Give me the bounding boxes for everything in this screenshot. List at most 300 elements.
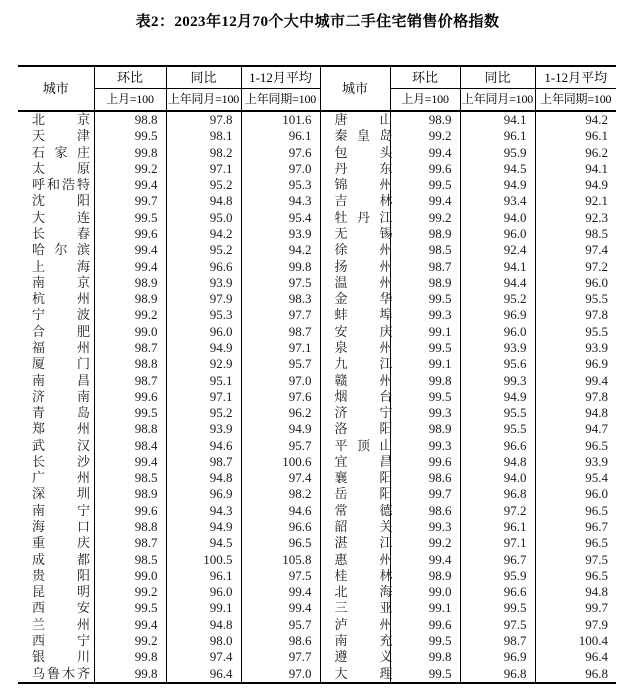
table-row (18, 356, 616, 372)
mom-value-left: 99.5 (94, 128, 166, 144)
table-row (18, 145, 616, 161)
table-row (18, 177, 616, 193)
city-cell-left (18, 535, 94, 551)
avg-value-left: 97.0 (241, 161, 320, 177)
table-row (18, 307, 616, 323)
yoy-value-right: 96.8 (460, 486, 535, 502)
city-name: 广州 (32, 470, 90, 486)
header-avg-base-left: 上年同期=100 (241, 89, 320, 112)
mom-value-right: 99.1 (390, 356, 460, 372)
mom-value-left: 98.9 (94, 291, 166, 307)
city-name: 包头 (334, 144, 393, 160)
avg-value-left: 97.6 (241, 389, 320, 405)
avg-value-left: 96.2 (241, 405, 320, 421)
mom-value-left: 99.6 (94, 226, 166, 242)
city-cell-left (18, 503, 94, 519)
yoy-value-right: 94.1 (460, 259, 535, 275)
city-name: 济南 (32, 388, 90, 404)
city-name: 金华 (334, 291, 393, 307)
table-row (18, 259, 616, 275)
city-name: 锦州 (334, 177, 393, 193)
mom-value-left: 99.4 (94, 259, 166, 275)
avg-value-left: 94.2 (241, 242, 320, 258)
city-name: 长春 (32, 225, 90, 241)
avg-value-right: 95.5 (535, 324, 616, 340)
avg-value-left: 97.0 (241, 373, 320, 389)
mom-value-right: 99.5 (390, 666, 460, 683)
city-name: 平顶山 (334, 437, 393, 453)
city-cell-right (320, 144, 393, 161)
mom-value-left: 98.9 (94, 486, 166, 502)
yoy-value-left: 97.8 (166, 111, 241, 128)
avg-value-right: 99.7 (535, 600, 616, 616)
city-cell-right (320, 502, 393, 519)
mom-value-left: 99.2 (94, 161, 166, 177)
avg-value-right: 97.8 (535, 389, 616, 405)
city-name: 赣州 (334, 372, 393, 388)
mom-value-left: 99.7 (94, 193, 166, 209)
city-cell-right (320, 649, 393, 665)
city-name: 遵义 (334, 649, 393, 665)
city-cell-left (18, 552, 94, 568)
avg-value-left: 94.3 (241, 193, 320, 209)
mom-value-right: 99.2 (390, 128, 460, 144)
mom-value-left: 99.0 (94, 324, 166, 340)
yoy-value-right: 96.1 (460, 128, 535, 144)
city-name: 南京 (32, 274, 90, 290)
city-name: 烟台 (334, 388, 393, 404)
mom-value-right: 98.9 (390, 275, 460, 291)
city-name: 洛阳 (334, 421, 393, 437)
city-cell-right (320, 128, 393, 144)
city-name: 北京 (32, 112, 90, 127)
city-cell-right (320, 323, 393, 340)
avg-value-left: 94.9 (241, 421, 320, 437)
avg-value-left: 97.6 (241, 145, 320, 161)
city-name: 宜昌 (334, 453, 393, 469)
mom-value-left: 99.6 (94, 503, 166, 519)
avg-value-right: 96.1 (535, 128, 616, 144)
yoy-value-left: 94.8 (166, 193, 241, 209)
city-name: 西安 (32, 600, 90, 616)
mom-value-right: 98.5 (390, 242, 460, 258)
city-name: 济宁 (334, 405, 393, 421)
city-cell-right (320, 242, 393, 258)
avg-value-right: 93.9 (535, 340, 616, 356)
avg-value-right: 96.2 (535, 145, 616, 161)
city-name: 丹东 (334, 160, 393, 176)
mom-value-right: 98.9 (390, 111, 460, 128)
city-name: 扬州 (334, 258, 393, 274)
yoy-value-left: 95.2 (166, 242, 241, 258)
city-cell-right (320, 339, 393, 356)
avg-value-right: 96.5 (535, 535, 616, 551)
mom-value-right: 99.1 (390, 324, 460, 340)
header-yoy-left: 同比 (166, 66, 241, 89)
yoy-value-right: 94.9 (460, 389, 535, 405)
avg-value-left: 97.1 (241, 340, 320, 356)
city-name: 成都 (32, 551, 90, 567)
city-cell-left (18, 226, 94, 242)
city-name: 三亚 (334, 600, 393, 616)
city-name: 兰州 (32, 616, 90, 632)
header-mom-base-right: 上月=100 (390, 89, 460, 112)
yoy-value-left: 97.9 (166, 291, 241, 307)
avg-value-left: 98.2 (241, 486, 320, 502)
avg-value-left: 95.3 (241, 177, 320, 193)
yoy-value-right: 99.5 (460, 600, 535, 616)
table-row (18, 226, 616, 242)
city-name: 襄阳 (334, 470, 393, 486)
city-name: 昆明 (32, 584, 90, 600)
mom-value-left: 99.4 (94, 617, 166, 633)
mom-value-right: 99.5 (390, 291, 460, 307)
mom-value-right: 99.6 (390, 161, 460, 177)
city-cell-left (18, 210, 94, 226)
avg-value-right: 94.2 (535, 111, 616, 128)
yoy-value-right: 96.9 (460, 307, 535, 323)
mom-value-right: 98.7 (390, 259, 460, 275)
table-row (18, 373, 616, 389)
yoy-value-left: 96.0 (166, 584, 241, 600)
avg-value-left: 97.4 (241, 470, 320, 486)
table-row (18, 210, 616, 226)
yoy-value-right: 95.9 (460, 568, 535, 584)
mom-value-right: 99.4 (390, 193, 460, 209)
city-name: 杭州 (32, 291, 90, 307)
avg-value-left: 98.7 (241, 324, 320, 340)
yoy-value-left: 93.9 (166, 275, 241, 291)
yoy-value-right: 93.9 (460, 340, 535, 356)
yoy-value-right: 96.1 (460, 519, 535, 535)
city-name: 南充 (334, 633, 393, 648)
yoy-value-right: 96.6 (460, 438, 535, 454)
avg-value-right: 97.4 (535, 242, 616, 258)
city-name: 银川 (32, 649, 90, 665)
avg-value-left: 99.4 (241, 584, 320, 600)
table-row (18, 193, 616, 209)
city-cell-left (18, 340, 94, 356)
table-row (18, 519, 616, 535)
yoy-value-left: 96.4 (166, 666, 241, 683)
yoy-value-left: 96.0 (166, 324, 241, 340)
avg-value-left: 97.5 (241, 275, 320, 291)
avg-value-right: 94.8 (535, 405, 616, 421)
yoy-value-left: 95.2 (166, 177, 241, 193)
table-row (18, 291, 616, 307)
mom-value-left: 99.8 (94, 145, 166, 161)
city-cell-left (18, 486, 94, 502)
table-row (18, 438, 616, 454)
mom-value-right: 99.8 (390, 649, 460, 665)
mom-value-right: 99.2 (390, 210, 460, 226)
header-city-left: 城市 (18, 66, 94, 111)
city-cell-left (18, 666, 94, 683)
table-row (18, 617, 616, 633)
yoy-value-left: 98.0 (166, 633, 241, 649)
avg-value-left: 96.1 (241, 128, 320, 144)
city-cell-right (320, 356, 393, 372)
city-name: 上海 (32, 258, 90, 274)
city-name: 福州 (32, 339, 90, 355)
header-mom-right: 环比 (390, 66, 460, 89)
table-row (18, 128, 616, 144)
header-avg-left: 1-12月平均 (241, 66, 320, 89)
city-cell-right (320, 519, 393, 535)
city-name: 牡丹江 (334, 209, 393, 225)
mom-value-left: 98.7 (94, 373, 166, 389)
yoy-value-right: 93.4 (460, 193, 535, 209)
city-cell-right (320, 665, 393, 683)
mom-value-left: 99.2 (94, 633, 166, 649)
yoy-value-left: 95.1 (166, 373, 241, 389)
avg-value-left: 97.0 (241, 666, 320, 683)
yoy-value-right: 96.6 (460, 584, 535, 600)
avg-value-right: 96.8 (535, 666, 616, 683)
yoy-value-left: 98.2 (166, 145, 241, 161)
mom-value-right: 99.5 (390, 340, 460, 356)
avg-value-left: 96.5 (241, 535, 320, 551)
city-cell-left (18, 111, 94, 128)
city-name: 贵阳 (32, 567, 90, 583)
city-cell-right (320, 486, 393, 502)
yoy-value-right: 96.0 (460, 324, 535, 340)
table-row (18, 111, 616, 128)
table-header (18, 66, 616, 111)
header-avg-right: 1-12月平均 (535, 66, 616, 89)
yoy-value-right: 94.8 (460, 454, 535, 470)
city-cell-right (320, 372, 393, 389)
mom-value-right: 99.1 (390, 600, 460, 616)
avg-value-left: 100.6 (241, 454, 320, 470)
yoy-value-right: 92.4 (460, 242, 535, 258)
avg-value-left: 97.5 (241, 568, 320, 584)
yoy-value-left: 94.8 (166, 470, 241, 486)
avg-value-left: 96.6 (241, 519, 320, 535)
city-cell-right (320, 470, 393, 486)
city-name: 大理 (334, 665, 393, 681)
city-cell-left (18, 177, 94, 193)
city-name: 合肥 (32, 323, 90, 339)
table-row (18, 161, 616, 177)
header-yoy-right: 同比 (460, 66, 535, 89)
avg-value-left: 95.7 (241, 356, 320, 372)
yoy-value-left: 96.6 (166, 259, 241, 275)
table-row (18, 552, 616, 568)
yoy-value-left: 92.9 (166, 356, 241, 372)
yoy-value-left: 95.3 (166, 307, 241, 323)
city-cell-left (18, 438, 94, 454)
mom-value-right: 98.9 (390, 226, 460, 242)
city-cell-left (18, 373, 94, 389)
mom-value-left: 98.4 (94, 438, 166, 454)
avg-value-left: 99.8 (241, 259, 320, 275)
mom-value-right: 99.3 (390, 307, 460, 323)
yoy-value-left: 97.1 (166, 161, 241, 177)
city-cell-right (320, 437, 393, 454)
avg-value-right: 96.0 (535, 275, 616, 291)
yoy-value-left: 94.9 (166, 519, 241, 535)
avg-value-right: 92.1 (535, 193, 616, 209)
city-name: 无锡 (334, 225, 393, 241)
city-cell-left (18, 568, 94, 584)
city-name: 湛江 (334, 535, 393, 551)
city-cell-right (320, 209, 393, 226)
city-name: 长沙 (32, 453, 90, 469)
avg-value-right: 96.0 (535, 486, 616, 502)
city-cell-right (320, 225, 393, 242)
avg-value-left: 97.7 (241, 649, 320, 665)
table-row (18, 324, 616, 340)
mom-value-left: 98.5 (94, 552, 166, 568)
avg-value-left: 95.7 (241, 438, 320, 454)
mom-value-left: 99.4 (94, 242, 166, 258)
city-cell-right (320, 421, 393, 437)
header-city-right: 城市 (320, 66, 390, 111)
mom-value-right: 99.6 (390, 617, 460, 633)
mom-value-left: 99.8 (94, 666, 166, 683)
table-row (18, 470, 616, 486)
city-cell-right (320, 633, 393, 649)
avg-value-left: 99.4 (241, 600, 320, 616)
mom-value-right: 99.3 (390, 438, 460, 454)
table-row (18, 633, 616, 649)
city-name: 乌鲁木齐 (32, 665, 90, 681)
city-name: 惠州 (334, 551, 393, 567)
avg-value-right: 94.1 (535, 161, 616, 177)
yoy-value-right: 96.7 (460, 552, 535, 568)
yoy-value-right: 95.5 (460, 421, 535, 437)
avg-value-left: 98.6 (241, 633, 320, 649)
yoy-value-left: 94.8 (166, 617, 241, 633)
avg-value-right: 97.2 (535, 259, 616, 275)
city-name: 岳阳 (334, 486, 393, 502)
yoy-value-right: 94.4 (460, 275, 535, 291)
header-avg-base-right: 上年同期=100 (535, 89, 616, 112)
city-cell-right (320, 453, 393, 470)
yoy-value-left: 95.0 (166, 210, 241, 226)
mom-value-right: 99.4 (390, 145, 460, 161)
city-name: 天津 (32, 128, 90, 144)
city-cell-right (320, 291, 393, 307)
mom-value-right: 99.3 (390, 519, 460, 535)
city-cell-right (320, 274, 393, 291)
city-name: 温州 (334, 274, 393, 290)
avg-value-left: 95.7 (241, 617, 320, 633)
avg-value-right: 96.5 (535, 503, 616, 519)
yoy-value-right: 94.9 (460, 177, 535, 193)
avg-value-right: 99.4 (535, 373, 616, 389)
avg-value-right: 95.5 (535, 291, 616, 307)
header-mom-left: 环比 (94, 66, 166, 89)
city-cell-right (320, 388, 393, 405)
mom-value-left: 98.8 (94, 519, 166, 535)
yoy-value-right: 97.2 (460, 503, 535, 519)
city-name: 北海 (334, 584, 393, 600)
mom-value-left: 99.5 (94, 210, 166, 226)
mom-value-left: 98.8 (94, 421, 166, 437)
yoy-value-right: 96.8 (460, 666, 535, 683)
mom-value-left: 99.8 (94, 649, 166, 665)
yoy-value-left: 95.2 (166, 405, 241, 421)
avg-value-right: 96.5 (535, 438, 616, 454)
city-cell-left (18, 421, 94, 437)
yoy-value-right: 95.9 (460, 145, 535, 161)
mom-value-left: 99.2 (94, 307, 166, 323)
avg-value-right: 97.8 (535, 307, 616, 323)
city-name: 石家庄 (32, 144, 90, 160)
header-yoy-base-right: 上年同月=100 (460, 89, 535, 112)
city-name: 九江 (334, 356, 393, 372)
mom-value-left: 99.4 (94, 177, 166, 193)
mom-value-right: 99.5 (390, 177, 460, 193)
city-cell-right (320, 616, 393, 633)
mom-value-right: 99.6 (390, 454, 460, 470)
avg-value-left: 95.4 (241, 210, 320, 226)
mom-value-left: 98.8 (94, 356, 166, 372)
table-row (18, 666, 616, 683)
city-name: 南昌 (32, 372, 90, 388)
table-row (18, 242, 616, 258)
mom-value-left: 99.2 (94, 584, 166, 600)
yoy-value-right: 94.0 (460, 210, 535, 226)
city-cell-left (18, 519, 94, 535)
yoy-value-right: 96.9 (460, 649, 535, 665)
city-cell-left (18, 649, 94, 665)
mom-value-right: 98.9 (390, 568, 460, 584)
yoy-value-right: 97.1 (460, 535, 535, 551)
avg-value-right: 98.5 (535, 226, 616, 242)
yoy-value-left: 94.3 (166, 503, 241, 519)
price-index-table (18, 65, 616, 684)
mom-value-left: 99.5 (94, 405, 166, 421)
city-cell-left (18, 454, 94, 470)
city-name: 泉州 (334, 339, 393, 355)
city-name: 蚌埠 (334, 307, 393, 323)
city-name: 哈尔滨 (32, 242, 90, 258)
yoy-value-right: 95.2 (460, 291, 535, 307)
city-name: 西宁 (32, 633, 90, 648)
table-row (18, 600, 616, 616)
city-cell-left (18, 389, 94, 405)
header-yoy-base-left: 上年同月=100 (166, 89, 241, 112)
city-cell-right (320, 600, 393, 616)
avg-value-right: 96.7 (535, 519, 616, 535)
table-row (18, 503, 616, 519)
avg-value-right: 94.9 (535, 177, 616, 193)
city-name: 重庆 (32, 535, 90, 551)
city-cell-left (18, 259, 94, 275)
yoy-value-left: 94.6 (166, 438, 241, 454)
table-row (18, 389, 616, 405)
city-cell-left (18, 600, 94, 616)
city-name: 呼和浩特 (32, 177, 90, 193)
city-name: 太原 (32, 160, 90, 176)
city-cell-left (18, 145, 94, 161)
table-row (18, 405, 616, 421)
yoy-value-right: 96.0 (460, 226, 535, 242)
city-name: 郑州 (32, 421, 90, 437)
city-name: 海口 (32, 519, 90, 535)
city-cell-left (18, 356, 94, 372)
city-name: 武汉 (32, 437, 90, 453)
mom-value-right: 99.7 (390, 486, 460, 502)
yoy-value-left: 94.5 (166, 535, 241, 551)
yoy-value-right: 99.3 (460, 373, 535, 389)
mom-value-right: 99.4 (390, 552, 460, 568)
city-cell-left (18, 161, 94, 177)
yoy-value-right: 94.1 (460, 111, 535, 128)
